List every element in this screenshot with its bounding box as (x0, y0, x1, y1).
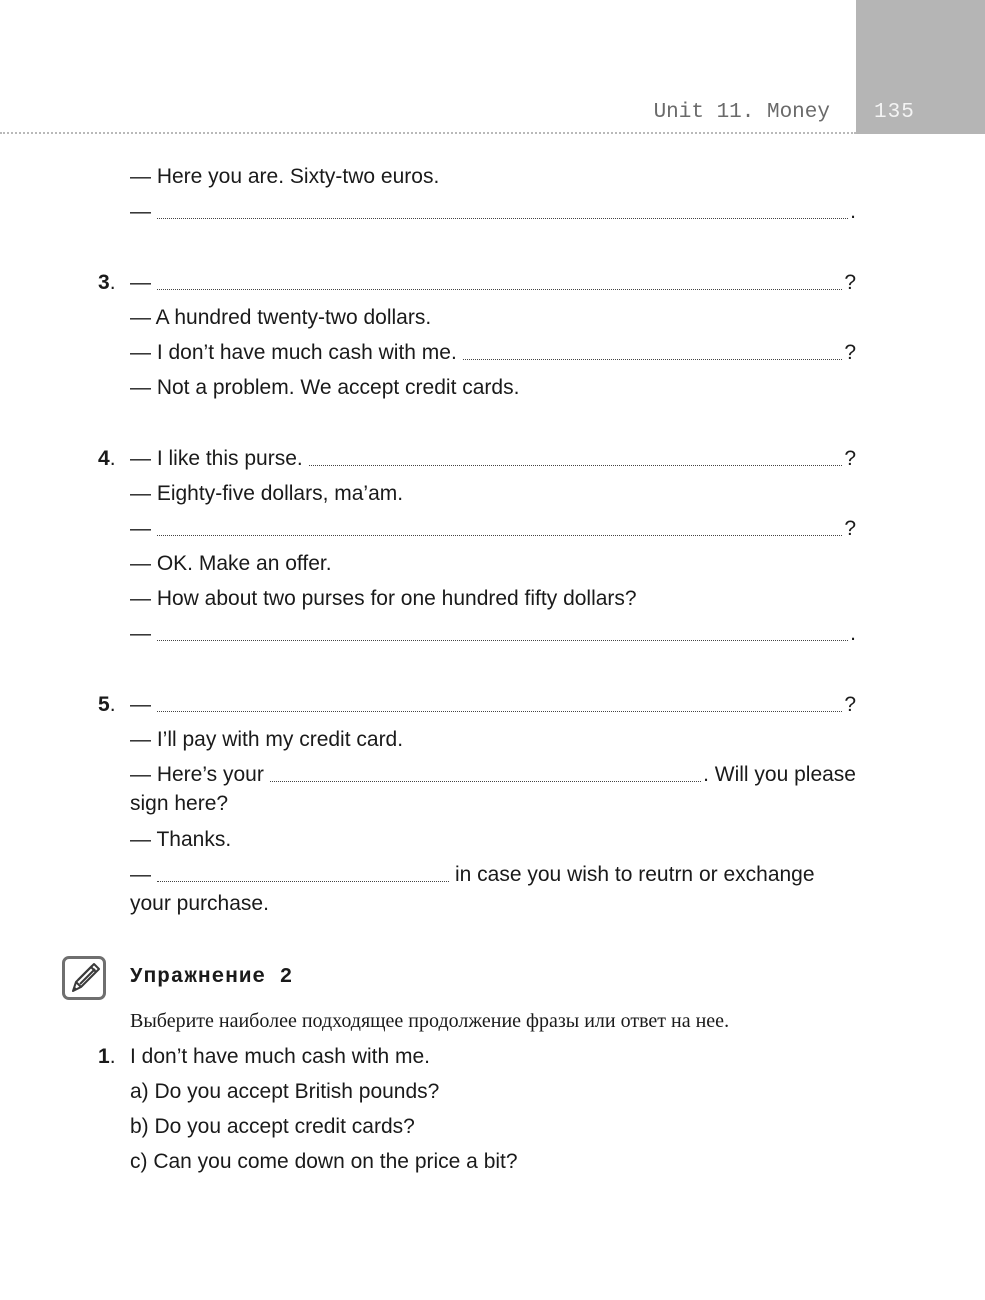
dialogue-text: — Eighty-five dollars, ma’am. (130, 482, 404, 505)
line-end-punct: ? (844, 341, 856, 364)
dialogue-text: — OK. Make an offer. (130, 552, 332, 575)
dialogue-text: — Here you are. Sixty-two euros. (130, 165, 440, 188)
answer-line (130, 621, 856, 647)
dialogue-text: — Not a problem. We accept credit cards. (130, 376, 520, 399)
page-number: 135 (874, 101, 915, 124)
item-prompt: I don’t have much cash with me. (130, 1045, 430, 1068)
line-end-punct: ? (844, 693, 856, 716)
pencil-icon (62, 956, 106, 1000)
option-a[interactable]: a) Do you accept British pounds? (130, 1080, 440, 1103)
answer-line (130, 762, 856, 788)
answer-line (130, 199, 856, 225)
dash: — (130, 863, 151, 886)
item-number: 3. (98, 271, 116, 294)
line-end-punct: ? (844, 517, 856, 540)
dialogue-text: — A hundred twenty-two dollars. (130, 306, 432, 329)
item-number: 5. (98, 693, 116, 716)
dialogue-line (130, 375, 856, 401)
dialogue-text: in case you wish to reutrn or exchange (455, 863, 815, 886)
dialogue-text: — I don’t have much cash with me. (130, 341, 457, 364)
running-head: Unit 11. Money (653, 101, 830, 124)
option-c[interactable]: c) Can you come down on the price a bit? (130, 1150, 518, 1173)
line-end-punct: . (850, 200, 856, 223)
line-end-punct: ? (844, 271, 856, 294)
answer-blank[interactable] (157, 640, 848, 641)
item-number: 1. (98, 1045, 116, 1068)
item-number: 4. (98, 447, 116, 470)
answer-line (130, 862, 856, 888)
answer-blank[interactable] (309, 465, 843, 466)
dialogue-text: — I’ll pay with my credit card. (130, 728, 404, 751)
answer-blank[interactable] (157, 711, 842, 712)
line-end-punct: ? (844, 447, 856, 470)
answer-line (98, 270, 856, 296)
dash: — (130, 200, 151, 223)
option-b[interactable]: b) Do you accept credit cards? (130, 1115, 415, 1138)
dash: — (130, 271, 151, 294)
dialogue-line (130, 164, 856, 190)
answer-blank[interactable] (157, 535, 842, 536)
answer-line (130, 340, 856, 366)
dialogue-text-wrap: sign here? (130, 792, 229, 815)
dash: — (130, 693, 151, 716)
answer-line (98, 446, 856, 472)
exercise-instruction: Выберите наиболее подходящее продолжение фразы или ответ на нее. (130, 1010, 730, 1032)
answer-blank[interactable] (270, 781, 701, 782)
dialogue-line (130, 481, 856, 507)
header-divider (0, 132, 856, 134)
dialogue-text: — How about two purses for one hundred fifty dollars? (130, 587, 637, 610)
dialogue-line (130, 551, 856, 577)
answer-blank[interactable] (157, 881, 449, 882)
dash: — (130, 622, 151, 645)
dialogue-text: — I like this purse. (130, 447, 303, 470)
dialogue-text: — Thanks. (130, 828, 232, 851)
dialogue-text: — Here’s your (130, 763, 264, 786)
dialogue-line (130, 305, 856, 331)
line-end-punct: . (850, 622, 856, 645)
answer-blank[interactable] (157, 289, 842, 290)
dash: — (130, 517, 151, 540)
dialogue-line (130, 727, 856, 753)
dialogue-line (130, 827, 856, 853)
dialogue-text-wrap: your purchase. (130, 892, 269, 915)
exercise-title: Упражнение 2 (130, 966, 294, 989)
dialogue-line (130, 586, 856, 612)
answer-line (130, 516, 856, 542)
answer-blank[interactable] (157, 218, 848, 219)
dialogue-text: . Will you please (703, 763, 856, 786)
answer-line (98, 692, 856, 718)
answer-blank[interactable] (463, 359, 843, 360)
